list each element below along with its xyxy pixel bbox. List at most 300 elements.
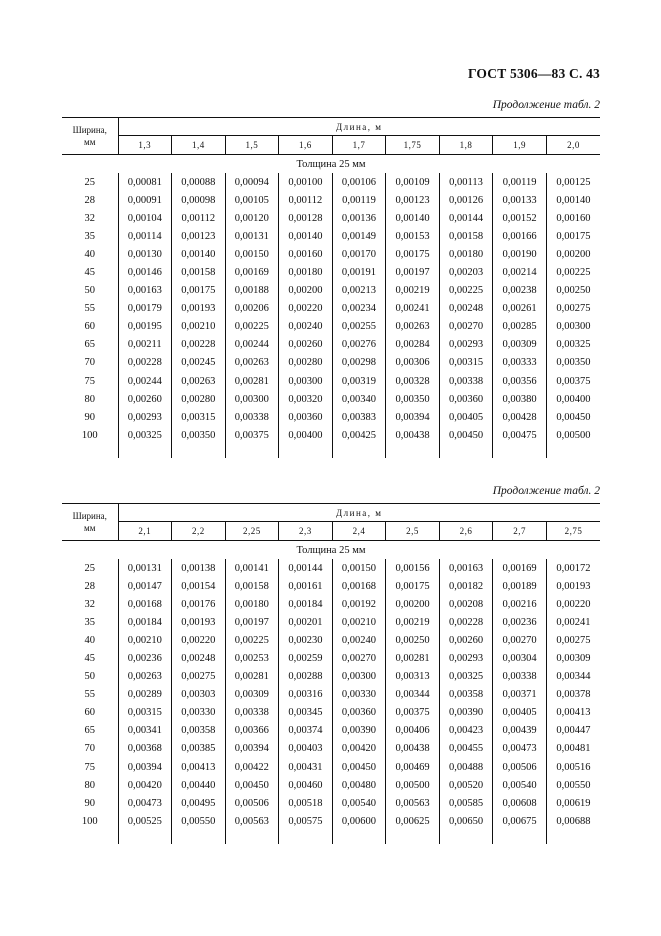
volume-cell: 0,00540 [493, 776, 547, 794]
volume-cell: 0,00195 [118, 318, 172, 336]
table-row [62, 686, 600, 704]
width-header-unit: мм [84, 137, 96, 147]
volume-cell: 0,00130 [118, 245, 172, 263]
width-cell: 75 [62, 372, 118, 390]
table-row [62, 372, 600, 390]
table-tail-row [62, 830, 600, 844]
volume-cell: 0,00123 [172, 227, 226, 245]
volume-cell: 0,00550 [172, 812, 226, 830]
volume-cell: 0,00475 [493, 426, 547, 444]
volume-cell: 0,00260 [279, 336, 333, 354]
volume-cell: 0,00144 [279, 559, 333, 577]
volume-cell: 0,00280 [172, 390, 226, 408]
volume-cell: 0,00197 [386, 263, 440, 281]
volume-cell: 0,00236 [493, 613, 547, 631]
length-header: Длина, м [118, 504, 600, 522]
volume-cell: 0,00144 [439, 209, 493, 227]
volume-cell: 0,00450 [225, 776, 279, 794]
volume-cell: 0,00423 [439, 722, 493, 740]
volume-cell: 0,00340 [332, 390, 386, 408]
volume-cell: 0,00191 [332, 263, 386, 281]
table-row [62, 408, 600, 426]
table-row [62, 722, 600, 740]
width-cell: 25 [62, 559, 118, 577]
volume-cell: 0,00315 [439, 354, 493, 372]
volume-cell: 0,00123 [386, 191, 440, 209]
volume-cell: 0,00368 [118, 740, 172, 758]
volume-cell: 0,00350 [546, 354, 600, 372]
volume-cell: 0,00149 [332, 227, 386, 245]
volume-cell: 0,00383 [332, 408, 386, 426]
length-column-header: 2,4 [332, 522, 386, 541]
volume-cell: 0,00600 [332, 812, 386, 830]
volume-cell: 0,00358 [439, 686, 493, 704]
volume-cell: 0,00154 [172, 577, 226, 595]
table-row [62, 426, 600, 444]
table-row [62, 318, 600, 336]
volume-cell: 0,00248 [172, 649, 226, 667]
volume-cell: 0,00281 [225, 668, 279, 686]
width-cell: 60 [62, 318, 118, 336]
width-header [62, 118, 118, 155]
volume-cell: 0,00206 [225, 300, 279, 318]
volume-cell: 0,00385 [172, 740, 226, 758]
volume-cell: 0,00088 [172, 173, 226, 191]
volume-cell: 0,00420 [118, 776, 172, 794]
volume-cell: 0,00119 [332, 191, 386, 209]
volume-cell: 0,00338 [225, 704, 279, 722]
volume-cell: 0,00106 [332, 173, 386, 191]
table-row [62, 282, 600, 300]
continuation-label-2: Продолжение табл. 2 [492, 485, 600, 497]
length-column-header: 1,75 [386, 136, 440, 155]
volume-cell: 0,00300 [546, 318, 600, 336]
length-column-header: 2,5 [386, 522, 440, 541]
length-column-header: 2,3 [279, 522, 333, 541]
volume-cell: 0,00371 [493, 686, 547, 704]
volume-cell: 0,00360 [279, 408, 333, 426]
volume-cell: 0,00420 [332, 740, 386, 758]
volume-cell: 0,00120 [225, 209, 279, 227]
volume-cell: 0,00234 [332, 300, 386, 318]
volume-cell: 0,00350 [172, 426, 226, 444]
volume-cell: 0,00374 [279, 722, 333, 740]
volume-cell: 0,00375 [225, 426, 279, 444]
volume-cell: 0,00261 [493, 300, 547, 318]
table-row [62, 390, 600, 408]
width-header-label: Ширина, [72, 511, 107, 521]
volume-cell: 0,00225 [546, 263, 600, 281]
thickness-label: Толщина 25 мм [296, 544, 366, 556]
volume-cell: 0,00140 [279, 227, 333, 245]
volume-cell: 0,00158 [225, 577, 279, 595]
volume-cell: 0,00113 [439, 173, 493, 191]
volume-cell: 0,00328 [386, 372, 440, 390]
volume-cell: 0,00525 [118, 812, 172, 830]
width-cell: 28 [62, 191, 118, 209]
volume-cell: 0,00193 [172, 300, 226, 318]
volume-cell: 0,00260 [439, 631, 493, 649]
length-column-header: 2,75 [546, 522, 600, 541]
volume-cell: 0,00146 [118, 263, 172, 281]
volume-cell: 0,00241 [546, 613, 600, 631]
volume-cell: 0,00625 [386, 812, 440, 830]
table-row [62, 336, 600, 354]
width-cell: 28 [62, 577, 118, 595]
volume-cell: 0,00284 [386, 336, 440, 354]
volume-cell: 0,00422 [225, 758, 279, 776]
volume-cell: 0,00236 [118, 649, 172, 667]
volume-cell: 0,00168 [118, 595, 172, 613]
table-row [62, 227, 600, 245]
volume-cell: 0,00128 [279, 209, 333, 227]
volume-cell: 0,00250 [386, 631, 440, 649]
volume-cell: 0,00298 [332, 354, 386, 372]
table-row [62, 668, 600, 686]
volume-cell: 0,00161 [279, 577, 333, 595]
table-row [62, 263, 600, 281]
volume-cell: 0,00147 [118, 577, 172, 595]
volume-cell: 0,00293 [439, 649, 493, 667]
width-cell: 32 [62, 595, 118, 613]
volume-cell: 0,00216 [493, 595, 547, 613]
volume-cell: 0,00480 [332, 776, 386, 794]
volume-cell: 0,00285 [493, 318, 547, 336]
volume-cell: 0,00438 [386, 426, 440, 444]
volume-table-2 [62, 503, 600, 844]
width-cell: 60 [62, 704, 118, 722]
volume-cell: 0,00688 [546, 812, 600, 830]
width-cell: 50 [62, 668, 118, 686]
volume-cell: 0,00104 [118, 209, 172, 227]
volume-cell: 0,00210 [118, 631, 172, 649]
volume-cell: 0,00304 [493, 649, 547, 667]
volume-cell: 0,00280 [279, 354, 333, 372]
width-cell: 55 [62, 686, 118, 704]
volume-cell: 0,00520 [439, 776, 493, 794]
volume-table-1 [62, 117, 600, 458]
length-header: Длина, м [118, 118, 600, 136]
volume-cell: 0,00403 [279, 740, 333, 758]
table-row [62, 595, 600, 613]
volume-cell: 0,00170 [332, 245, 386, 263]
volume-cell: 0,00136 [332, 209, 386, 227]
length-column-header: 2,1 [118, 522, 172, 541]
volume-cell: 0,00213 [332, 282, 386, 300]
volume-cell: 0,00184 [279, 595, 333, 613]
volume-cell: 0,00473 [118, 794, 172, 812]
volume-cell: 0,00225 [439, 282, 493, 300]
volume-cell: 0,00241 [386, 300, 440, 318]
volume-cell: 0,00160 [546, 209, 600, 227]
length-column-header: 2,0 [546, 136, 600, 155]
volume-cell: 0,00300 [279, 372, 333, 390]
volume-cell: 0,00315 [118, 704, 172, 722]
volume-cell: 0,00228 [439, 613, 493, 631]
length-column-header: 2,25 [225, 522, 279, 541]
volume-cell: 0,00344 [386, 686, 440, 704]
width-cell: 100 [62, 426, 118, 444]
page-header-code: ГОСТ 5306—83 С. 43 [467, 66, 600, 81]
width-cell: 65 [62, 336, 118, 354]
volume-cell: 0,00100 [279, 173, 333, 191]
volume-cell: 0,00469 [386, 758, 440, 776]
volume-cell: 0,00300 [225, 390, 279, 408]
table-row [62, 812, 600, 830]
volume-cell: 0,00182 [439, 577, 493, 595]
continuation-label-1: Продолжение табл. 2 [492, 99, 600, 111]
volume-cell: 0,00180 [225, 595, 279, 613]
table-row [62, 577, 600, 595]
volume-cell: 0,00325 [439, 668, 493, 686]
volume-cell: 0,00244 [225, 336, 279, 354]
length-column-header: 2,7 [493, 522, 547, 541]
length-column-header: 1,8 [439, 136, 493, 155]
volume-cell: 0,00309 [546, 649, 600, 667]
volume-cell: 0,00240 [279, 318, 333, 336]
volume-cell: 0,00180 [439, 245, 493, 263]
volume-cell: 0,00208 [439, 595, 493, 613]
volume-cell: 0,00270 [493, 631, 547, 649]
table-row [62, 776, 600, 794]
volume-cell: 0,00400 [279, 426, 333, 444]
volume-cell: 0,00158 [172, 263, 226, 281]
volume-cell: 0,00250 [546, 282, 600, 300]
table-row [62, 740, 600, 758]
volume-cell: 0,00405 [493, 704, 547, 722]
volume-cell: 0,00200 [546, 245, 600, 263]
width-cell: 65 [62, 722, 118, 740]
volume-cell: 0,00172 [546, 559, 600, 577]
table-row [62, 559, 600, 577]
width-cell: 40 [62, 245, 118, 263]
width-cell: 32 [62, 209, 118, 227]
volume-cell: 0,00168 [332, 577, 386, 595]
volume-cell: 0,00175 [172, 282, 226, 300]
volume-cell: 0,00473 [493, 740, 547, 758]
volume-cell: 0,00619 [546, 794, 600, 812]
volume-cell: 0,00394 [386, 408, 440, 426]
volume-cell: 0,00500 [546, 426, 600, 444]
volume-cell: 0,00270 [439, 318, 493, 336]
volume-cell: 0,00140 [172, 245, 226, 263]
table-row [62, 354, 600, 372]
volume-cell: 0,00341 [118, 722, 172, 740]
volume-cell: 0,00109 [386, 173, 440, 191]
width-cell: 40 [62, 631, 118, 649]
width-cell: 75 [62, 758, 118, 776]
volume-cell: 0,00438 [386, 740, 440, 758]
volume-cell: 0,00259 [279, 649, 333, 667]
volume-cell: 0,00338 [225, 408, 279, 426]
volume-cell: 0,00230 [279, 631, 333, 649]
volume-cell: 0,00081 [118, 173, 172, 191]
volume-cell: 0,00319 [332, 372, 386, 390]
width-cell: 90 [62, 794, 118, 812]
width-cell: 35 [62, 227, 118, 245]
volume-cell: 0,00495 [172, 794, 226, 812]
volume-cell: 0,00140 [546, 191, 600, 209]
volume-cell: 0,00289 [118, 686, 172, 704]
volume-cell: 0,00193 [546, 577, 600, 595]
volume-cell: 0,00125 [546, 173, 600, 191]
volume-cell: 0,00300 [332, 668, 386, 686]
width-cell: 80 [62, 390, 118, 408]
volume-cell: 0,00150 [225, 245, 279, 263]
volume-cell: 0,00114 [118, 227, 172, 245]
volume-cell: 0,00309 [225, 686, 279, 704]
volume-cell: 0,00225 [225, 318, 279, 336]
table-row [62, 794, 600, 812]
length-column-header: 1,4 [172, 136, 226, 155]
volume-cell: 0,00263 [386, 318, 440, 336]
volume-cell: 0,00228 [118, 354, 172, 372]
length-column-header: 1,5 [225, 136, 279, 155]
volume-cell: 0,00160 [279, 245, 333, 263]
volume-cell: 0,00270 [332, 649, 386, 667]
volume-cell: 0,00316 [279, 686, 333, 704]
volume-cell: 0,00413 [546, 704, 600, 722]
volume-cell: 0,00201 [279, 613, 333, 631]
volume-cell: 0,00158 [439, 227, 493, 245]
volume-cell: 0,00350 [386, 390, 440, 408]
volume-cell: 0,00253 [225, 649, 279, 667]
volume-cell: 0,00360 [332, 704, 386, 722]
volume-cell: 0,00169 [225, 263, 279, 281]
volume-cell: 0,00428 [493, 408, 547, 426]
volume-cell: 0,00176 [172, 595, 226, 613]
volume-cell: 0,00275 [546, 300, 600, 318]
volume-cell: 0,00193 [172, 613, 226, 631]
width-cell: 35 [62, 613, 118, 631]
table-row [62, 191, 600, 209]
volume-cell: 0,00138 [172, 559, 226, 577]
volume-cell: 0,00091 [118, 191, 172, 209]
volume-cell: 0,00325 [118, 426, 172, 444]
width-cell: 50 [62, 282, 118, 300]
volume-cell: 0,00200 [279, 282, 333, 300]
volume-cell: 0,00094 [225, 173, 279, 191]
width-header [62, 504, 118, 541]
volume-cell: 0,00281 [225, 372, 279, 390]
volume-cell: 0,00563 [225, 812, 279, 830]
volume-cell: 0,00281 [386, 649, 440, 667]
volume-cell: 0,00156 [386, 559, 440, 577]
volume-cell: 0,00488 [439, 758, 493, 776]
table-row [62, 613, 600, 631]
volume-cell: 0,00333 [493, 354, 547, 372]
volume-cell: 0,00293 [439, 336, 493, 354]
volume-cell: 0,00447 [546, 722, 600, 740]
volume-cell: 0,00563 [386, 794, 440, 812]
volume-cell: 0,00293 [118, 408, 172, 426]
volume-cell: 0,00675 [493, 812, 547, 830]
volume-cell: 0,00309 [493, 336, 547, 354]
volume-cell: 0,00263 [225, 354, 279, 372]
volume-cell: 0,00288 [279, 668, 333, 686]
volume-cell: 0,00460 [279, 776, 333, 794]
volume-cell: 0,00238 [493, 282, 547, 300]
volume-cell: 0,00225 [225, 631, 279, 649]
volume-cell: 0,00390 [332, 722, 386, 740]
width-cell: 90 [62, 408, 118, 426]
width-cell: 45 [62, 649, 118, 667]
volume-cell: 0,00440 [172, 776, 226, 794]
volume-cell: 0,00126 [439, 191, 493, 209]
volume-cell: 0,00400 [546, 390, 600, 408]
volume-cell: 0,00263 [118, 668, 172, 686]
volume-cell: 0,00306 [386, 354, 440, 372]
width-cell: 55 [62, 300, 118, 318]
volume-cell: 0,00248 [439, 300, 493, 318]
volume-cell: 0,00150 [332, 559, 386, 577]
volume-cell: 0,00228 [172, 336, 226, 354]
volume-cell: 0,00450 [546, 408, 600, 426]
volume-cell: 0,00220 [546, 595, 600, 613]
volume-cell: 0,00375 [546, 372, 600, 390]
volume-cell: 0,00375 [386, 704, 440, 722]
volume-cell: 0,00184 [118, 613, 172, 631]
volume-cell: 0,00211 [118, 336, 172, 354]
table-row [62, 631, 600, 649]
volume-cell: 0,00152 [493, 209, 547, 227]
volume-cell: 0,00220 [279, 300, 333, 318]
length-column-header: 2,2 [172, 522, 226, 541]
volume-cell: 0,00506 [225, 794, 279, 812]
volume-cell: 0,00330 [332, 686, 386, 704]
volume-cell: 0,00320 [279, 390, 333, 408]
volume-cell: 0,00390 [439, 704, 493, 722]
width-cell: 100 [62, 812, 118, 830]
volume-cell: 0,00166 [493, 227, 547, 245]
table-row [62, 649, 600, 667]
volume-cell: 0,00406 [386, 722, 440, 740]
width-cell: 70 [62, 354, 118, 372]
width-header-unit: мм [84, 523, 96, 533]
volume-cell: 0,00200 [386, 595, 440, 613]
volume-cell: 0,00169 [493, 559, 547, 577]
volume-cell: 0,00313 [386, 668, 440, 686]
volume-cell: 0,00244 [118, 372, 172, 390]
volume-cell: 0,00540 [332, 794, 386, 812]
volume-cell: 0,00219 [386, 282, 440, 300]
volume-cell: 0,00112 [279, 191, 333, 209]
volume-cell: 0,00356 [493, 372, 547, 390]
volume-cell: 0,00188 [225, 282, 279, 300]
volume-cell: 0,00163 [439, 559, 493, 577]
volume-cell: 0,00516 [546, 758, 600, 776]
volume-cell: 0,00276 [332, 336, 386, 354]
volume-cell: 0,00608 [493, 794, 547, 812]
volume-cell: 0,00650 [439, 812, 493, 830]
volume-cell: 0,00585 [439, 794, 493, 812]
volume-cell: 0,00345 [279, 704, 333, 722]
volume-cell: 0,00360 [439, 390, 493, 408]
volume-cell: 0,00240 [332, 631, 386, 649]
volume-cell: 0,00210 [332, 613, 386, 631]
volume-cell: 0,00303 [172, 686, 226, 704]
volume-cell: 0,00431 [279, 758, 333, 776]
volume-cell: 0,00325 [546, 336, 600, 354]
volume-cell: 0,00220 [172, 631, 226, 649]
volume-cell: 0,00175 [546, 227, 600, 245]
table-row [62, 300, 600, 318]
volume-cell: 0,00413 [172, 758, 226, 776]
volume-cell: 0,00344 [546, 668, 600, 686]
volume-cell: 0,00358 [172, 722, 226, 740]
volume-cell: 0,00338 [439, 372, 493, 390]
volume-cell: 0,00179 [118, 300, 172, 318]
